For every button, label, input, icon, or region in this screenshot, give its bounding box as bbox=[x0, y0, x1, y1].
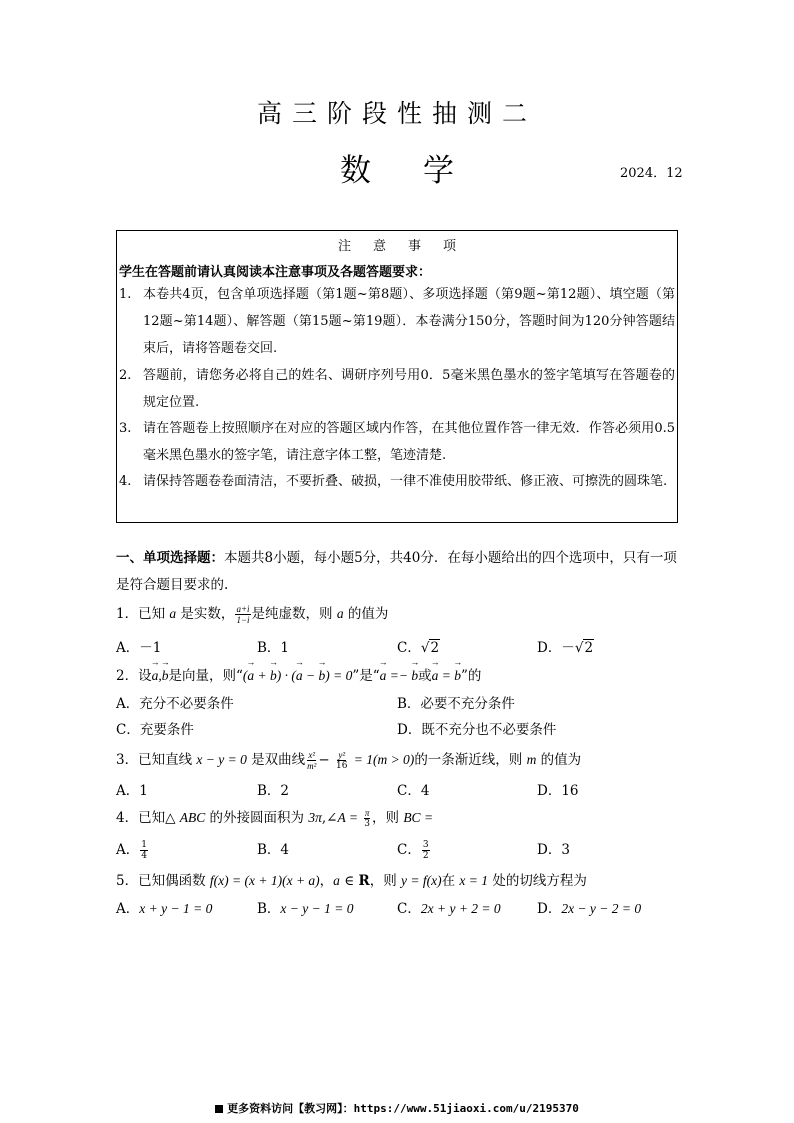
q2-option-d: D．既不充分也不必要条件 bbox=[397, 722, 557, 738]
q3-option-d: D．16 bbox=[537, 783, 579, 799]
footer-link[interactable] bbox=[0, 1100, 794, 1116]
q4-option-c: C． $\frac{3}{2}$ bbox=[397, 840, 429, 861]
q3-option-c: C．4 bbox=[397, 783, 430, 799]
notice-item-number: 4. bbox=[119, 474, 132, 489]
notice-item-3 bbox=[119, 415, 675, 469]
notice-title: 注意事项 bbox=[337, 239, 478, 254]
q4-option-b: B．4 bbox=[257, 842, 290, 858]
notice-item-number: 1. bbox=[119, 287, 132, 302]
section-text: 本题共8小题，每小题5分，共40分．在每小题给出的四个选项中，只有一项是符合题目要求的. bbox=[116, 550, 677, 593]
notice-item-text: 请保持答题卷卷面清洁，不要折叠、破损，一律不准使用胶带纸、修正液、可擦洗的圆珠笔. bbox=[143, 474, 668, 489]
exam-date: 2024．12 bbox=[620, 166, 683, 181]
notice-box bbox=[116, 230, 678, 523]
q4-option-a: A． $\frac{1}{4}$ bbox=[116, 840, 147, 861]
section-heading bbox=[116, 545, 682, 599]
flag-icon bbox=[215, 1105, 223, 1113]
q3-option-a: A．1 bbox=[116, 783, 148, 799]
notice-item-number: 3. bbox=[119, 421, 132, 436]
q1-option-a: A．－1 bbox=[116, 640, 162, 656]
subject-title: 数学 bbox=[340, 153, 506, 189]
q3-option-b: B．2 bbox=[257, 783, 290, 799]
question-4: 4．已知△ ABC 的外接圆面积为 3π,∠A = $\frac{\pi}{3}$ ，则 BC = bbox=[116, 808, 434, 829]
notice-item-2 bbox=[119, 362, 675, 416]
question-2: 2．设→ a,→ b是向量，则“(→ a + → b) · (→ a − → b) = 0”是“→ a =− → b或→ a = → b”的 bbox=[116, 664, 481, 684]
notice-item-text: 答题前，请您务必将自己的姓名、调研序列号用0．5毫米黑色墨水的签字笔填写在答题卷的规定位置. bbox=[143, 368, 675, 410]
q4-option-d: D．3 bbox=[537, 842, 570, 858]
q5-option-b: B．x − y − 1 = 0 bbox=[257, 901, 354, 917]
exam-title: 高三阶段性抽测二 bbox=[256, 99, 537, 128]
q2-option-a: A．充分不必要条件 bbox=[116, 696, 234, 712]
q1-option-b: B．1 bbox=[257, 640, 290, 656]
notice-item-1 bbox=[119, 281, 675, 362]
q2-option-b: B．必要不充分条件 bbox=[397, 696, 515, 712]
notice-subtitle: 学生在答题前请认真阅读本注意事项及各题答题要求： bbox=[119, 265, 432, 280]
q2-option-c: C．充要条件 bbox=[116, 722, 194, 738]
q5-option-d: D．2x − y − 2 = 0 bbox=[537, 901, 642, 917]
q1-option-c: C．√2 bbox=[397, 640, 440, 656]
question-1: 1．已知 a 是实数， $\frac{a+i}{1-i}$ 是纯虚数，则 a 的值为 bbox=[116, 604, 389, 625]
notice-item-text: 本卷共4页，包含单项选择题（第1题~第8题）、多项选择题（第9题~第12题）、填空题（第12题~第14题）、解答题（第15题~第19题）．本卷满分150分，答题时间为120分钟答题结束后，请将答题卷交回. bbox=[143, 287, 675, 356]
notice-item-4 bbox=[119, 468, 675, 495]
q5-option-a: A．x + y − 1 = 0 bbox=[116, 901, 213, 917]
q5-option-c: C．2x + y + 2 = 0 bbox=[397, 901, 501, 917]
question-3: 3．已知直线 x − y = 0 是双曲线 $\frac{\text{x²}}{\text{m²}}$ − $\frac{\text{y²}}{16}$ = 1(m > 0)的一条渐近线，则 m 的值为 bbox=[116, 750, 582, 771]
notice-item-text: 请在答题卷上按照顺序在对应的答题区域内作答，在其他位置作答一律无效．作答必须用0.5毫米黑色墨水的签字笔，请注意字体工整，笔迹清楚. bbox=[143, 421, 675, 463]
q1-option-d: D．－√2 bbox=[537, 640, 594, 656]
footer-text: 更多资料访问【教习网】：https://www.51jiaoxi.com/u/2195370 bbox=[227, 1102, 579, 1115]
notice-item-number: 2. bbox=[119, 368, 132, 383]
question-5: 5．已知偶函数 f(x) = (x + 1)(x + a)，a ∈ R，则 y = f(x)在 x = 1 处的切线方程为 bbox=[116, 873, 587, 889]
section-label: 一、单项选择题： bbox=[116, 550, 224, 566]
